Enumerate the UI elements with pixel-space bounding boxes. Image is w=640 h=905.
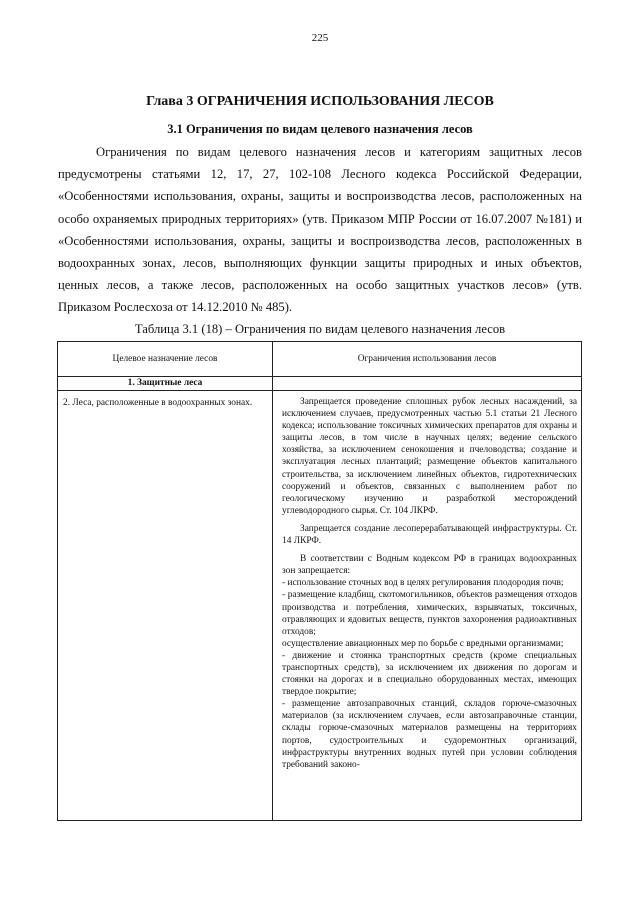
table-header-purpose: Целевое назначение лесов [58,342,273,377]
restriction-list-item: - движение и стоянка транспортных средств (кроме специальных транспортных средств), за исключением их движения по дорогам и стоянки на дорогах и в специально оборудованных местах, имеющих твердое покрытие; [282,650,577,698]
chapter-title: Глава 3 ОГРАНИЧЕНИЯ ИСПОЛЬЗОВАНИЯ ЛЕСОВ [146,94,494,109]
page-number: 225 [311,32,329,44]
restriction-list-item: - использование сточных вод в целях регулирования плодородия почв; [282,578,564,589]
forest-type-cell [58,391,273,821]
restriction-list-item: осуществление авиационных мер по борьбе с вредными организмами; [282,638,564,649]
forest-type-text: 2. Леса, расположенные в водоохранных зонах. [63,398,253,408]
restrictions-cell [273,391,582,821]
restriction-list-item: - размещение кладбищ, скотомогильников, объектов размещения отходов производства и потребления, химических, взрывчатых, токсичных, отравляющих и ядовитых веществ, пунктов захоронения радиоактивных отходов; [282,590,577,637]
table-section-row [58,377,582,391]
restrictions-table [57,341,582,821]
restriction-list [282,577,577,771]
restriction-paragraph: Запрещается создание лесоперерабатывающей инфраструктуры. Ст. 14 ЛКРФ. [282,523,577,547]
restriction-list-item: - размещение автозаправочных станций, складов горюче-смазочных материалов (за исключением случаев, если автозаправочные станции, склады горюче-смазочных материалов размещены на территориях портов, судостроительных и судоремонтных организаций, инфраструктуры внутренних водных путей при условии соблюдения требований законо- [282,699,577,770]
section-title: 3.1 Ограничения по видам целевого назначения лесов [167,122,473,136]
restriction-paragraph: Запрещается проведение сплошных рубок лесных насаждений, за исключением случаев, предусмотренных частью 5.1 статьи 21 Лесного кодекса; использование токсичных химических препаратов для охраны и защиты лесов, в том числе в научных целях; ведение сельского хозяйства, за исключением сенокошения и пчеловодства; создание и эксплуатация лесных плантаций; размещение объектов капитального строительства, за исключением линейных объектов, гидротехнических сооружений и объектов, связанных с выполнением работ по геологическому изучению и разработкой месторождений углеводородного сырья. Ст. 104 ЛКРФ. [282,397,577,516]
table-caption: Таблица 3.1 (18) – Ограничения по видам целевого назначения лесов [134,322,506,336]
table-header-restrictions: Ограничения использования лесов [273,342,582,377]
table-section-empty-cell [273,377,582,391]
table-row [58,391,582,821]
table-section-label: 1. Защитные леса [58,377,273,391]
restriction-paragraph: В соответствии с Водным кодексом РФ в границах водоохранных зон запрещается: [282,554,577,577]
table-header-row [58,342,582,377]
intro-paragraph: Ограничения по видам целевого назначения лесов и категориям защитных лесов предусмотрены статьями 12, 17, 27, 102-108 Лесного кодекса Российской Федерации, «Особенностями использования, охраны, защиты и воспроизводства лесов, расположенных на особо охраняемых природных территориях» (утв. Приказом МПР России от 16.07.2007 №181) и «Особенностями использования, охраны, защиты и воспроизводства лесов, расположенных в водоохранных зонах, лесов, выполняющих функции защиты природных и иных объектов, ценных лесов, а также лесов, расположенных на особо защитных участков лесов» (утв. Приказом Рослесхоза от 14.12.2010 № 485). [58,145,582,315]
